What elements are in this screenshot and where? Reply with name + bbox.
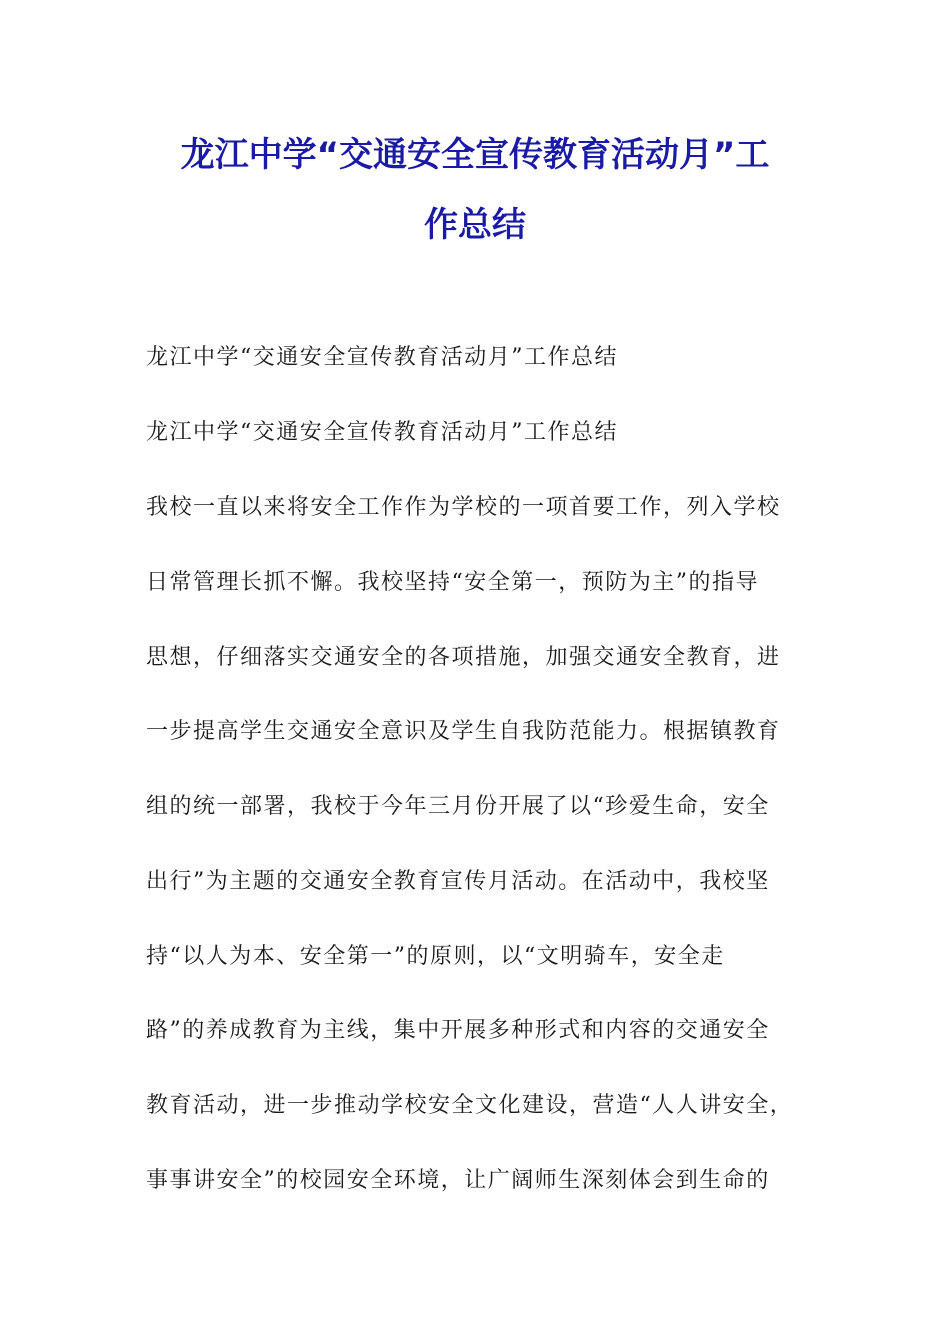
body-text-line: 组的统一部署，我校于今年三月份开展了以“珍爱生命，安全 xyxy=(146,794,770,819)
body-text-line: 一步提高学生交通安全意识及学生自我防范能力。根据镇教育 xyxy=(146,719,781,744)
body-text-line: 思想，仔细落实交通安全的各项措施，加强交通安全教育，进 xyxy=(146,645,781,670)
body-text-line: 教育活动，进一步推动学校安全文化建设，营造“人人讲安全， xyxy=(146,1093,794,1118)
body-text-line: 路”的养成教育为主线，集中开展多种形式和内容的交通安全 xyxy=(146,1018,770,1043)
subtitle-line: 龙江中学“交通安全宣传教育活动月”工作总结 xyxy=(146,345,618,370)
document-title-line-1: 龙江中学“交通安全宣传教育活动月”工 xyxy=(180,135,770,175)
subtitle-line: 龙江中学“交通安全宣传教育活动月”工作总结 xyxy=(146,420,618,445)
body-text-line: 出行”为主题的交通安全教育宣传月活动。在活动中，我校坚 xyxy=(146,869,770,894)
document-title-line-2: 作总结 xyxy=(424,205,526,245)
body-text-line: 事事讲安全”的校园安全环境，让广阔师生深刻体会到生命的 xyxy=(146,1168,770,1193)
body-text-line: 我校一直以来将安全工作作为学校的一项首要工作，列入学校 xyxy=(146,495,781,520)
body-text-line: 日常管理长抓不懈。我校坚持“安全第一，预防为主”的指导 xyxy=(146,570,759,595)
body-text-line: 持“以人为本、安全第一”的原则，以“文明骑车，安全走 xyxy=(146,944,725,969)
